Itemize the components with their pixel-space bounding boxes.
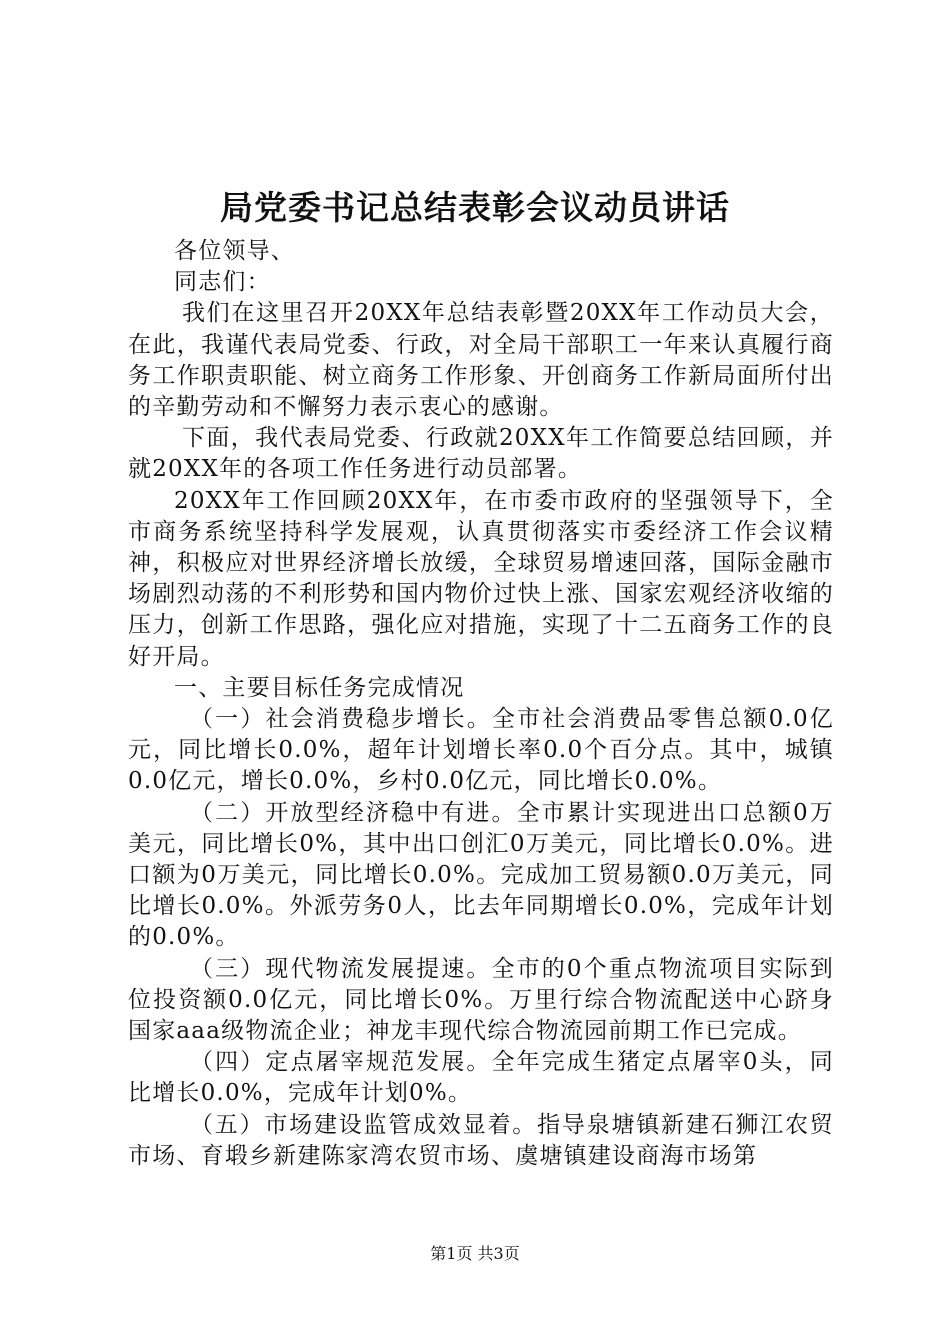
page-footer	[0, 1244, 950, 1264]
paragraph-review: 20XX年工作回顾20XX年，在市委市政府的坚强领导下，全市商务系统坚持科学发展观，认真贯彻落实市委经济工作会议精神，积极应对世界经济增长放缓，全球贸易增速回落，国际金融市场剧烈动荡的不利形势和国内物价过快上涨、国家宏观经济收缩的压力，创新工作思路，强化应对措施，实现了十二五商务工作的良好开局。	[128, 487, 834, 670]
salutation-leaders: 各位领导、	[174, 238, 295, 264]
paragraph-consumption: （一）社会消费稳步增长。全市社会消费品零售总额0.0亿元，同比增长0.0%，超年计划增长率0.0个百分点。其中，城镇0.0亿元，增长0.0%，乡村0.0亿元，同比增长0.0%。	[128, 706, 834, 795]
paragraph-slaughter: （四）定点屠宰规范发展。全年完成生猪定点屠宰0头，同比增长0.0%，完成年计划0%。	[128, 1049, 834, 1107]
paragraph-logistics: （三）现代物流发展提速。全市的0个重点物流项目实际到位投资额0.0亿元，同比增长0%。万里行综合物流配送中心跻身国家aaa级物流企业；神龙丰现代综合物流园前期工作已完成。	[128, 955, 834, 1045]
paragraph-agenda: 下面，我代表局党委、行政就20XX年工作简要总结回顾，并就20XX年的各项工作任务进行动员部署。	[128, 425, 834, 483]
paragraph-opening: 我们在这里召开20XX年总结表彰暨20XX年工作动员大会，在此，我谨代表局党委、行政，对全局干部职工一年来认真履行商务工作职责职能、树立商务工作形象、开创商务工作新局面所付出的辛勤劳动和不懈努力表示衷心的感谢。	[128, 300, 834, 421]
paragraph-open-economy: （二）开放型经济稳中有进。全市累计实现进出口总额0万美元，同比增长0%，其中出口创汇0万美元，同比增长0.0%。进口额为0万美元，同比增长0.0%。完成加工贸易额0.0万美元，同比增长0.0%。外派劳务0人，比去年同期增长0.0%，完成年计划的0.0%。	[128, 799, 834, 951]
page-number: 第1页 共3页	[430, 1244, 520, 1263]
document-body	[128, 236, 834, 1172]
paragraph-market-supervision: （五）市场建设监管成效显着。指导泉塘镇新建石狮江农贸市场、育塅乡新建陈家湾农贸市场、虞塘镇建设商海市场第	[128, 1111, 834, 1169]
salutation-comrades: 同志们：	[174, 269, 271, 296]
section-heading-targets: 一、主要目标任务完成情况	[174, 674, 465, 701]
document-title: 局党委书记总结表彰会议动员讲话	[220, 188, 730, 227]
